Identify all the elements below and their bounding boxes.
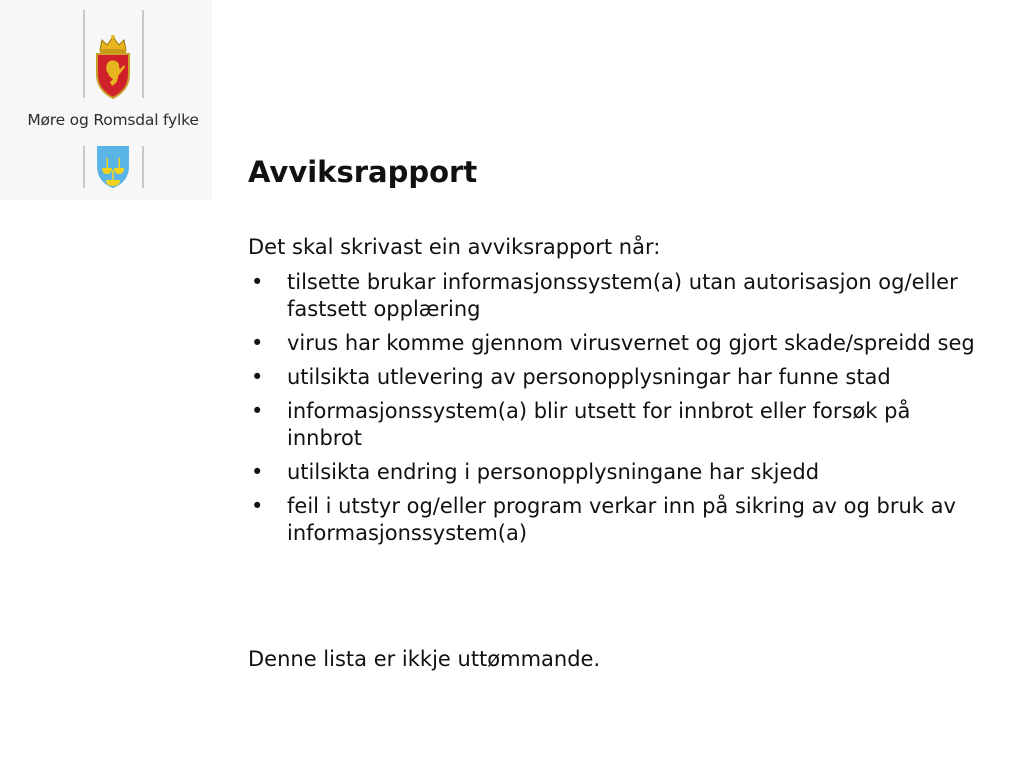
county-shield-icon (96, 146, 130, 188)
list-item (248, 398, 978, 452)
organization-name: Møre og Romsdal fylke (27, 111, 199, 129)
norwegian-coat-of-arms-icon (92, 34, 134, 100)
outro-text: Denne lista er ikkje uttømmande. (248, 647, 601, 671)
list-item-text: utilsikta endring i personopplysningane har skjedd (287, 460, 820, 484)
bullet-icon: • (251, 494, 264, 518)
list-item-text: utilsikta utlevering av personopplysningar har funne stad (287, 365, 891, 389)
list-item-text: virus har komme gjennom virusvernet og gjort skade/spreidd seg (287, 331, 975, 355)
bullet-icon: • (251, 399, 264, 423)
bullet-icon: • (251, 365, 264, 389)
list-item (248, 269, 978, 323)
intro-text: Det skal skrivast ein avviksrapport når: (248, 235, 661, 259)
bullet-list (248, 269, 978, 554)
bullet-icon: • (251, 331, 264, 355)
divider-line (83, 10, 85, 98)
list-item (248, 459, 978, 486)
slide-title: Avviksrapport (248, 155, 478, 189)
list-item (248, 364, 978, 391)
list-item-text: informasjonssystem(a) blir utsett for innbrot eller forsøk på innbrot (287, 399, 911, 450)
list-item-text: tilsette brukar informasjonssystem(a) utan autorisasjon og/eller fastsett opplæring (287, 270, 958, 321)
list-item (248, 330, 978, 357)
list-item-text: feil i utstyr og/eller program verkar inn på sikring av og bruk av informasjonssystem(a) (287, 494, 956, 545)
bullet-icon: • (251, 460, 264, 484)
divider-line (83, 146, 85, 188)
divider-line (142, 10, 144, 98)
list-item (248, 493, 978, 547)
divider-line (142, 146, 144, 188)
logo-panel (0, 0, 212, 200)
bullet-icon: • (251, 270, 264, 294)
